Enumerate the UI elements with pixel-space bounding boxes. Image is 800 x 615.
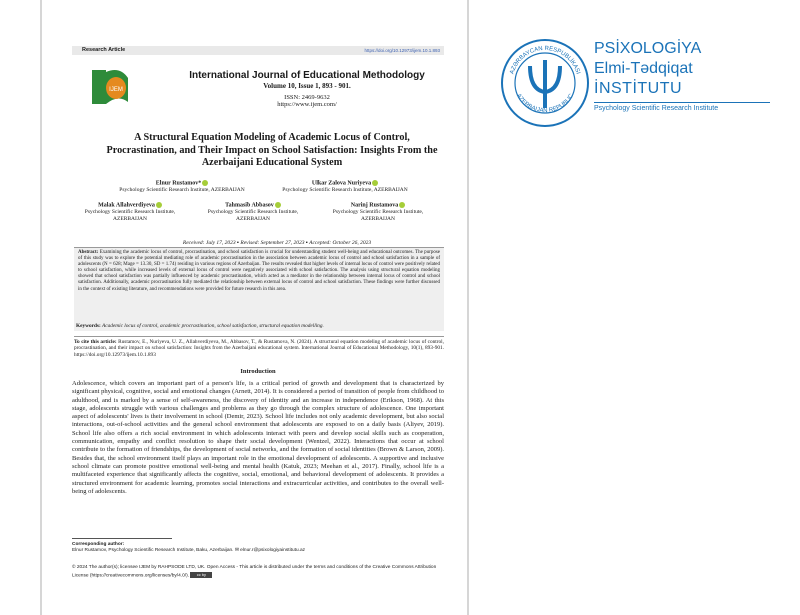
author-name: Malak Allahverdiyeva <box>98 202 155 209</box>
license-text: © 2024 The author(s); licensee IJEM by RAHPSODE LTD, UK. Open Access - This article is distributed under the terms and conditions of the Creative Commons Attribution License (https://creativecommons.org/licenses/by/4.0/). <box>72 565 437 578</box>
keywords-text: Academic locus of control, academic procrastination, school satisfaction, structural equation modelling. <box>102 323 324 329</box>
author-name: Narinj Rustamova <box>350 202 399 209</box>
author-affiliation: Psychology Scientific Research Institute, AZERBAIJAN <box>207 209 299 223</box>
institute-logo <box>500 38 790 128</box>
footnote <box>72 542 444 554</box>
author-affiliation: Psychology Scientific Research Institute, AZERBAIJAN <box>332 209 424 223</box>
cite-label: To cite this article: <box>74 339 117 345</box>
ijem-logo <box>90 64 130 108</box>
institute-name-line2: Elmi-Tədqiqat <box>594 60 693 77</box>
journal-name: International Journal of Educational Methodology <box>189 70 425 81</box>
journal-volume: Volume 10, Issue 1, 893 - 901. <box>263 82 351 90</box>
footnote-label: Corresponding author: <box>72 542 125 547</box>
article-dates: Received: July 17, 2023 ▪ Revised: September 27, 2023 ▪ Accepted: October 26, 2023 <box>182 240 372 246</box>
author-4 <box>197 202 309 223</box>
citation <box>74 336 444 358</box>
author-name: Ulkar Zalova Nuriyeva <box>311 180 372 187</box>
footnote-text: Elnur Rustamov, Psychology Scientific Research Institute, Baku, Azerbaijan. ✉ elnur.r@psixologiyainstitutu.az <box>72 548 306 553</box>
author-affiliation: Psychology Scientific Research Institute, AZERBAIJAN <box>119 187 245 194</box>
orcid-icon[interactable] <box>399 202 405 208</box>
author-affiliation: Psychology Scientific Research Institute, AZERBAIJAN <box>84 209 176 223</box>
author-name: Elnur Rustamov* <box>155 180 202 187</box>
introduction-text: Adolescence, which covers an important part of a person's life, is a critical period of growth and development that is characterized by significant physical, cognitive, social and emotional changes (Arnett, 2014). It is considered a period of transition of people from childhood to adulthood, and is marked by a sense of self-awareness, the discovery of identity and an increase in independence (Erikson, 1968). At this stage, adolescents struggle with various challenges and problems as they go through the complex structure of adolescence. One important aspect of adolescents' lives is their involvement in school (Demir, 2023). School life includes not only academic development, but also social interactions, out-of-school activities and the general school environment that adolescents are exposed to on a daily basis (Aliyev, 2019). School life also offers a rich social environment in which adolescents interact with peers and develop social skills such as cooperation, communication, empathy and conflict resolution to shape their social development (Wentzel, 2022). Interactions that occur at school contribute to the formation of friendships, the development of social networks, and the formation of social identities (Brown & Larson, 2009). Besides that, the school environment itself plays an important role in the emotional development of adolescents. A supportive and inclusive school climate can promote positive emotional well-being and mental health (Katuk, 2023; Meehan et al., 2017). Finally, school life is a multifaceted experience that significantly affects the cognitive, social, emotional, and behavioral development of adolescents. It provides a structured environment for academic learning, promotes social interactions and extracurricular activities, and contributes to the overall well-being of adolescents. <box>72 380 444 495</box>
section-heading-introduction: Introduction <box>240 368 276 375</box>
author-3 <box>74 202 186 223</box>
doi-link[interactable]: https://doi.org/10.12973/ijem.10.1.893 <box>364 48 440 53</box>
journal-issn: ISSN: 2469-9632 <box>284 94 330 101</box>
license-notice <box>72 564 444 579</box>
journal-block <box>142 70 472 108</box>
orcid-icon[interactable] <box>372 180 378 186</box>
author-affiliation: Psychology Scientific Research Institute, AZERBAIJAN <box>282 187 408 194</box>
abstract-text: Examining the academic locus of control, procrastination, and school satisfaction is crucial for understanding student well-being and educational outcomes. The purpose of this study was to explore the potential mediating role of academic procrastination in the association between academic locus of control and school satisfaction in a sample of adolescents (N = 628; Mage = 13.30, SD = 1.74) residing in various regions of Azerbaijan. The results revealed that higher levels of internal locus of control were positively related to school satisfaction, while increased levels of external locus of control were negatively associated with school satisfaction. The analysis using structural equation modeling showed that school satisfaction was partially influenced by academic procrastination, which acted as a mediator in the relationship between internal locus of control and school satisfaction. Additionally, academic procrastination fully mediated the relationship between external locus of control and school satisfaction. These findings were further discussed in the context of existing literature, and recommendations were provided for future research in this area. <box>78 250 441 292</box>
institute-name-english: Psychology Scientific Research Institute <box>594 105 719 112</box>
paper-title: A Structural Equation Modeling of Academic Locus of Control, Procrastination, and Their Impact on School Satisfaction: Insights From the Azerbaijani Educational System <box>106 132 438 168</box>
author-5 <box>322 202 434 223</box>
journal-url[interactable]: https://www.ijem.com/ <box>277 101 337 108</box>
author-2 <box>270 180 420 194</box>
institute-name-line3: İNSTİTUTU <box>594 80 683 97</box>
paper-page <box>40 0 469 615</box>
cite-text: Rustamov, E., Nuriyeva, U. Z., Allahverdiyeva, M., Abbasov, T., & Rustamova, N. (2024). A structural equation modeling of academic locus of control, procrastination, and their impact on school satisfaction: Insights from the Azerbaijani educational system. International Journal of Educational Methodology, 10(1), 893-901. https://doi.org/10.12973/ijem.10.1.893 <box>74 339 444 358</box>
orcid-icon[interactable] <box>156 202 162 208</box>
cc-by-badge[interactable]: cc by <box>190 572 212 578</box>
keywords-label: Keywords: <box>76 323 101 329</box>
institute-rule <box>594 102 770 103</box>
footnote-rule <box>72 538 172 539</box>
orcid-icon[interactable] <box>275 202 281 208</box>
keywords <box>76 323 442 329</box>
abstract-label: Abstract: <box>78 250 99 255</box>
institute-name-line1: PSİXOLOGİYA <box>594 40 702 57</box>
institute-seal-icon <box>500 38 590 128</box>
author-name: Tahmasib Abbasov <box>225 202 274 209</box>
page-header <box>72 46 444 55</box>
author-1 <box>112 180 252 194</box>
seal-top-text: AZƏRBAYCAN RESPUBLİKASI <box>509 45 581 75</box>
ijem-logo-text: IJEM <box>109 87 123 93</box>
orcid-icon[interactable] <box>202 180 208 186</box>
seal-bottom-text: AZERBAIJAN REPUBLIC <box>514 93 576 115</box>
article-type-label: Research Article <box>82 47 126 53</box>
abstract-box <box>74 247 444 331</box>
